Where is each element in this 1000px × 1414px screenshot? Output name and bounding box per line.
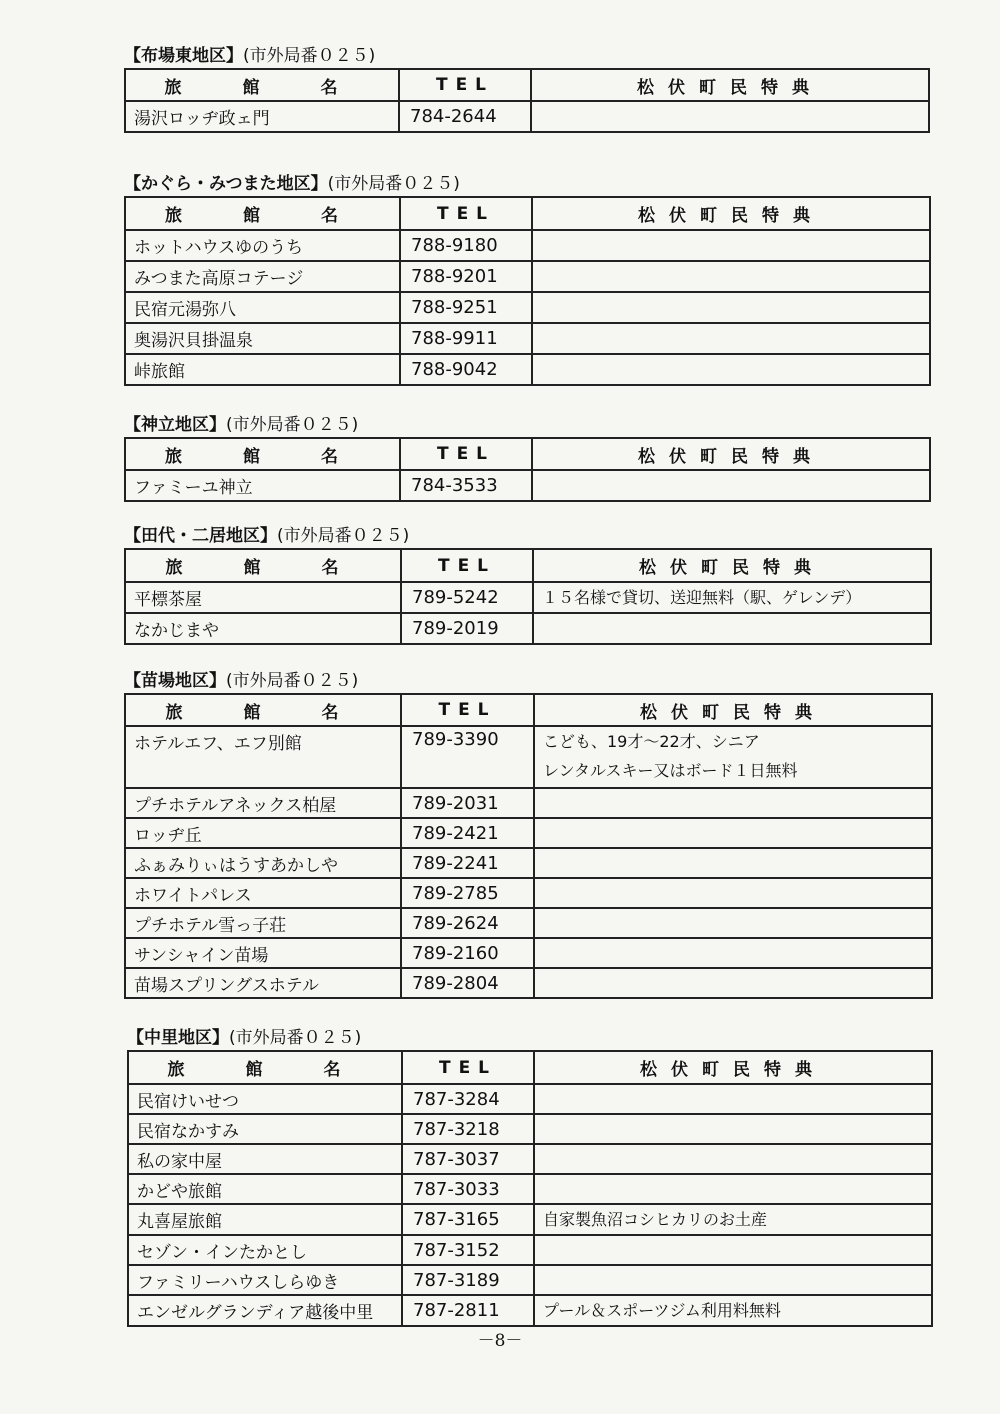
table-row <box>125 582 931 613</box>
phone-number: 789-2019 <box>401 613 533 644</box>
table-row <box>125 354 930 385</box>
table-row <box>125 788 932 818</box>
resident-benefit <box>533 613 931 644</box>
phone-number: 788-9251 <box>400 292 532 323</box>
resident-benefit <box>534 1174 932 1204</box>
table-row <box>128 1265 932 1295</box>
benefit-line: プール＆スポーツジム利用料無料 <box>543 1301 781 1320</box>
ryokan-name: 平標茶屋 <box>125 582 401 613</box>
column-header-perk-label: 松伏町民特典 <box>640 1060 826 1080</box>
ryokan-name: ふぁみりぃはうすあかしや <box>125 848 401 878</box>
ryokan-name: 苗場スプリングスホテル <box>125 968 401 998</box>
ryokan-name: 峠旅館 <box>125 354 400 385</box>
ryokan-name: ホワイトパレス <box>125 878 401 908</box>
ryokan-name: 奥湯沢貝掛温泉 <box>125 323 400 354</box>
benefit-line: １５名様で貸切、送迎無料（駅、ゲレンデ） <box>542 588 862 607</box>
table-row <box>128 1204 932 1235</box>
table-row <box>125 726 932 788</box>
region-heading <box>124 671 933 693</box>
column-header-name <box>125 197 400 230</box>
column-header-name <box>125 438 400 470</box>
column-header-perk-label: 松伏町民特典 <box>637 77 823 98</box>
resident-benefit <box>534 848 932 878</box>
table-header-row <box>128 1051 932 1084</box>
column-header-tel-label: TEL <box>435 75 495 95</box>
ryokan-name: 丸喜屋旅館 <box>128 1204 402 1235</box>
column-header-perk <box>531 69 929 101</box>
phone-number: 784-2644 <box>399 101 531 132</box>
resident-benefit <box>533 582 931 613</box>
column-header-perk <box>532 438 930 470</box>
region-heading <box>124 174 931 196</box>
benefit-line: レンタルスキー又はボード１日無料 <box>543 761 798 780</box>
ryokan-name: 民宿元湯弥八 <box>125 292 400 323</box>
table-row <box>125 323 930 354</box>
table-header-row <box>125 438 930 470</box>
table-row <box>125 613 931 644</box>
table-row <box>125 292 930 323</box>
ryokan-table <box>124 68 930 133</box>
page-number: －8－ <box>477 1331 523 1351</box>
phone-number: 789-3390 <box>401 726 534 788</box>
ryokan-name: プチホテルアネックス柏屋 <box>125 788 401 818</box>
resident-benefit <box>534 1114 932 1144</box>
ryokan-name: 私の家中屋 <box>128 1144 402 1174</box>
region-section <box>124 671 933 999</box>
phone-number: 787-3218 <box>402 1114 534 1144</box>
region-title: 【かぐら・みつまた地区】 <box>124 174 328 194</box>
area-code-note: (市外局番０２５) <box>327 174 460 194</box>
table-row <box>128 1114 932 1144</box>
column-header-tel <box>399 69 531 101</box>
ryokan-name: なかじまや <box>125 613 401 644</box>
resident-benefit <box>534 968 932 998</box>
phone-number: 788-9180 <box>400 230 532 261</box>
ryokan-name: ホットハウスゆのうち <box>125 230 400 261</box>
ryokan-table <box>124 196 931 386</box>
table-row <box>125 230 930 261</box>
area-code-note: (市外局番０２５) <box>243 46 376 66</box>
column-header-perk <box>534 1051 932 1084</box>
column-header-perk-label: 松伏町民特典 <box>638 206 824 226</box>
phone-number: 789-2785 <box>401 878 534 908</box>
region-section <box>124 415 931 502</box>
region-section <box>124 526 932 645</box>
resident-benefit <box>534 788 932 818</box>
phone-number: 787-3033 <box>402 1174 534 1204</box>
column-header-tel-label: TEL <box>437 555 497 576</box>
column-header-name <box>125 694 401 726</box>
phone-number: 787-3189 <box>402 1265 534 1295</box>
benefit-line: 自家製魚沼コシヒカリのお土産 <box>543 1210 768 1229</box>
resident-benefit <box>534 1295 932 1326</box>
ryokan-name: 民宿なかすみ <box>128 1114 402 1144</box>
resident-benefit <box>532 470 930 501</box>
phone-number: 789-2804 <box>401 968 534 998</box>
phone-number: 788-9911 <box>400 323 532 354</box>
column-header-tel <box>401 694 534 726</box>
column-header-perk <box>532 197 930 230</box>
phone-number: 789-2031 <box>401 788 534 818</box>
region-title: 【田代・二居地区】 <box>124 526 277 546</box>
column-header-tel-label: TEL <box>436 444 496 464</box>
phone-number: 787-3152 <box>402 1235 534 1265</box>
column-header-tel-label: TEL <box>436 203 496 224</box>
column-header-tel <box>401 549 533 582</box>
ryokan-name: ファミリーハウスしらゆき <box>128 1265 402 1295</box>
table-row <box>128 1144 932 1174</box>
table-row <box>125 848 932 878</box>
resident-benefit <box>534 726 932 788</box>
column-header-perk <box>533 549 931 582</box>
table-row <box>125 938 932 968</box>
benefit-line: こども、19才～22才、シニア <box>543 732 760 751</box>
phone-number: 788-9042 <box>400 354 532 385</box>
column-header-perk-label: 松伏町民特典 <box>639 558 825 578</box>
phone-number: 789-2160 <box>401 938 534 968</box>
ryokan-name: ファミーユ神立 <box>125 470 400 501</box>
resident-benefit <box>532 354 930 385</box>
table-header-row <box>125 197 930 230</box>
column-header-name <box>125 69 399 101</box>
ryokan-name: ロッヂ丘 <box>125 818 401 848</box>
area-code-note: (市外局番０２５) <box>226 671 359 691</box>
phone-number: 787-3284 <box>402 1084 534 1114</box>
resident-benefit <box>534 878 932 908</box>
resident-benefit <box>532 261 930 292</box>
phone-number: 789-2421 <box>401 818 534 848</box>
ryokan-name: みつまた高原コテージ <box>125 261 400 292</box>
phone-number: 787-3037 <box>402 1144 534 1174</box>
table-row <box>128 1174 932 1204</box>
resident-benefit <box>534 818 932 848</box>
ryokan-table <box>124 693 933 999</box>
column-header-tel <box>400 197 532 230</box>
table-row <box>128 1295 932 1326</box>
resident-benefit <box>532 230 930 261</box>
phone-number: 789-2624 <box>401 908 534 938</box>
table-row <box>125 878 932 908</box>
column-header-tel-label: TEL <box>438 700 497 720</box>
ryokan-name: セゾン・インたかとし <box>128 1235 402 1265</box>
region-title: 【布場東地区】 <box>124 46 243 66</box>
column-header-tel <box>400 438 532 470</box>
ryokan-name: サンシャイン苗場 <box>125 938 401 968</box>
resident-benefit <box>534 908 932 938</box>
column-header-name <box>125 549 401 582</box>
region-title: 【神立地区】 <box>124 415 226 435</box>
resident-benefit <box>534 938 932 968</box>
resident-benefit <box>534 1084 932 1114</box>
region-section <box>124 46 930 133</box>
table-row <box>125 470 930 501</box>
area-code-note: (市外局番０２５) <box>277 526 410 546</box>
column-header-name-label: 旅 館 名 <box>164 77 360 98</box>
table-row <box>128 1235 932 1265</box>
resident-benefit <box>534 1235 932 1265</box>
column-header-name-label: 旅 館 名 <box>167 1060 363 1080</box>
table-row <box>125 908 932 938</box>
ryokan-table <box>124 437 931 502</box>
column-header-name-label: 旅 館 名 <box>165 558 361 578</box>
resident-benefit <box>531 101 929 132</box>
ryokan-table <box>127 1050 933 1327</box>
ryokan-name: プチホテル雪っ子荘 <box>125 908 401 938</box>
table-row <box>125 101 929 132</box>
resident-benefit <box>532 323 930 354</box>
region-title: 【中里地区】 <box>127 1028 229 1048</box>
region-title: 【苗場地区】 <box>124 671 226 691</box>
resident-benefit <box>534 1204 932 1235</box>
region-heading <box>124 526 932 548</box>
resident-benefit <box>534 1144 932 1174</box>
resident-benefit <box>532 292 930 323</box>
column-header-tel-label: TEL <box>438 1057 498 1078</box>
region-section <box>124 174 931 386</box>
region-heading <box>124 415 931 437</box>
table-row <box>125 818 932 848</box>
column-header-perk-label: 松伏町民特典 <box>640 702 826 723</box>
ryokan-name: ホテルエフ、エフ別館 <box>125 726 401 788</box>
column-header-tel <box>402 1051 534 1084</box>
area-code-note: (市外局番０２５) <box>229 1028 362 1048</box>
resident-benefit <box>534 1265 932 1295</box>
table-row <box>125 968 932 998</box>
region-heading <box>127 1028 933 1050</box>
region-heading <box>124 46 930 68</box>
phone-number: 789-5242 <box>401 582 533 613</box>
table-header-row <box>125 549 931 582</box>
phone-number: 788-9201 <box>400 261 532 292</box>
ryokan-name: 民宿けいせつ <box>128 1084 402 1114</box>
area-code-note: (市外局番０２５) <box>226 415 359 435</box>
table-header-row <box>125 694 932 726</box>
ryokan-name: 湯沢ロッヂ政ェ門 <box>125 101 399 132</box>
column-header-perk-label: 松伏町民特典 <box>638 446 824 467</box>
region-section <box>127 1028 933 1327</box>
phone-number: 784-3533 <box>400 470 532 501</box>
phone-number: 787-2811 <box>402 1295 534 1326</box>
column-header-name-label: 旅 館 名 <box>165 446 360 467</box>
column-header-perk <box>534 694 932 726</box>
table-row <box>128 1084 932 1114</box>
table-row <box>125 261 930 292</box>
phone-number: 789-2241 <box>401 848 534 878</box>
phone-number: 787-3165 <box>402 1204 534 1235</box>
ryokan-table <box>124 548 932 645</box>
ryokan-name: エンゼルグランディア越後中里 <box>128 1295 402 1326</box>
table-header-row <box>125 69 929 101</box>
column-header-name-label: 旅 館 名 <box>165 206 360 226</box>
column-header-name-label: 旅 館 名 <box>165 702 361 723</box>
column-header-name <box>128 1051 402 1084</box>
ryokan-name: かどや旅館 <box>128 1174 402 1204</box>
